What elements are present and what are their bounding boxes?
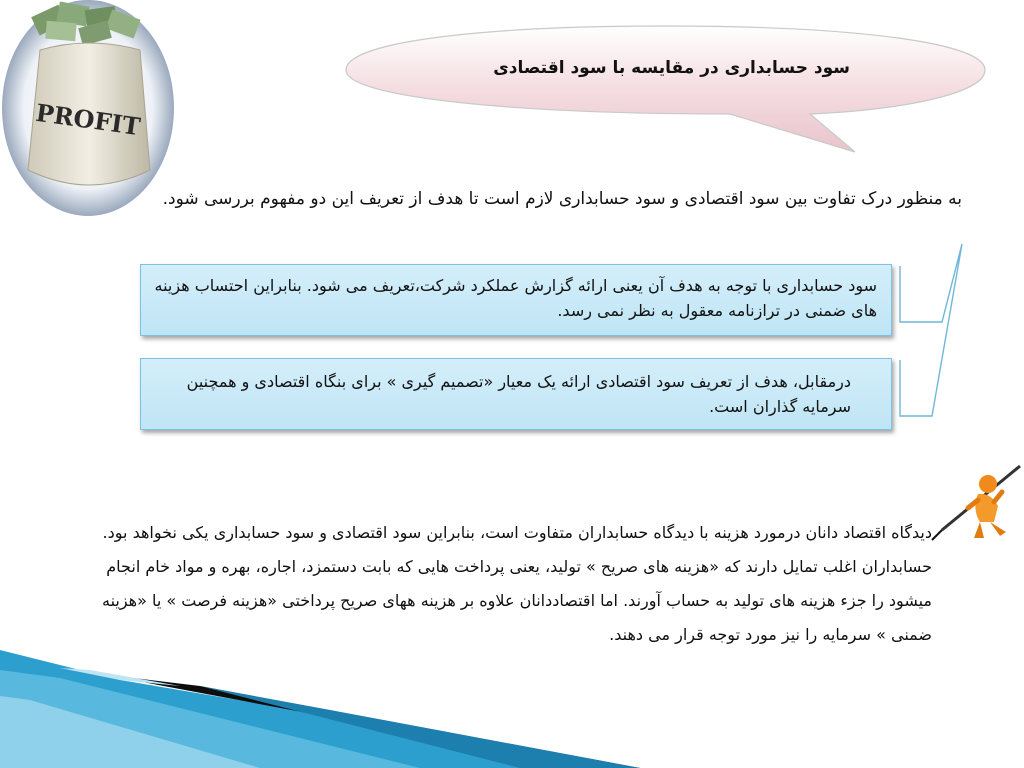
decorative-stripes	[0, 640, 640, 768]
economic-profit-box: درمقابل، هدف از تعریف سود اقتصادی ارائه یک معیار «تصمیم گیری » برای بنگاه اقتصادی و همچنین سرمایه گذاران است.	[140, 358, 892, 430]
writer-figure-icon	[928, 462, 1024, 544]
title-bubble	[340, 22, 990, 192]
profit-label: PROFIT	[34, 97, 143, 142]
bracket-connector	[890, 240, 970, 440]
accounting-profit-box: سود حسابداری با توجه به هدف آن یعنی ارائه گزارش عملکرد شرکت،تعریف می شود. بنابراین احتساب هزینه های ضمنی در ترازنامه معقول به نظر نمی رسد.	[140, 264, 892, 336]
main-paragraph: دیدگاه اقتصاد دانان درمورد هزینه با دیدگاه حسابداران متفاوت است، بنابراین سود اقتصادی و سود حسابداری یکی نخواهد بود. حسابداران اغلب تمایل دارند که «هزینه های صریح » تولید، یعنی پرداخت هایی که بابت دستمزد، اجاره، بهره و مواد خام انجام میشود را جزء هزینه های تولید به حساب آورند. اما اقتصاددانان علاوه بر هزینه ههای صریح پرداختی «هزینه فرصت » یا «هزینه ضمنی » سرمایه را نیز مورد توجه قرار می دهند.	[101, 523, 932, 644]
page-title: سود حسابداری در مقایسه با سود اقتصادی	[493, 58, 850, 78]
intro-text: به منظور درک تفاوت بین سود اقتصادی و سود حسابداری لازم است تا هدف از تعریف این دو مفهوم بررسی شود.	[162, 189, 962, 209]
